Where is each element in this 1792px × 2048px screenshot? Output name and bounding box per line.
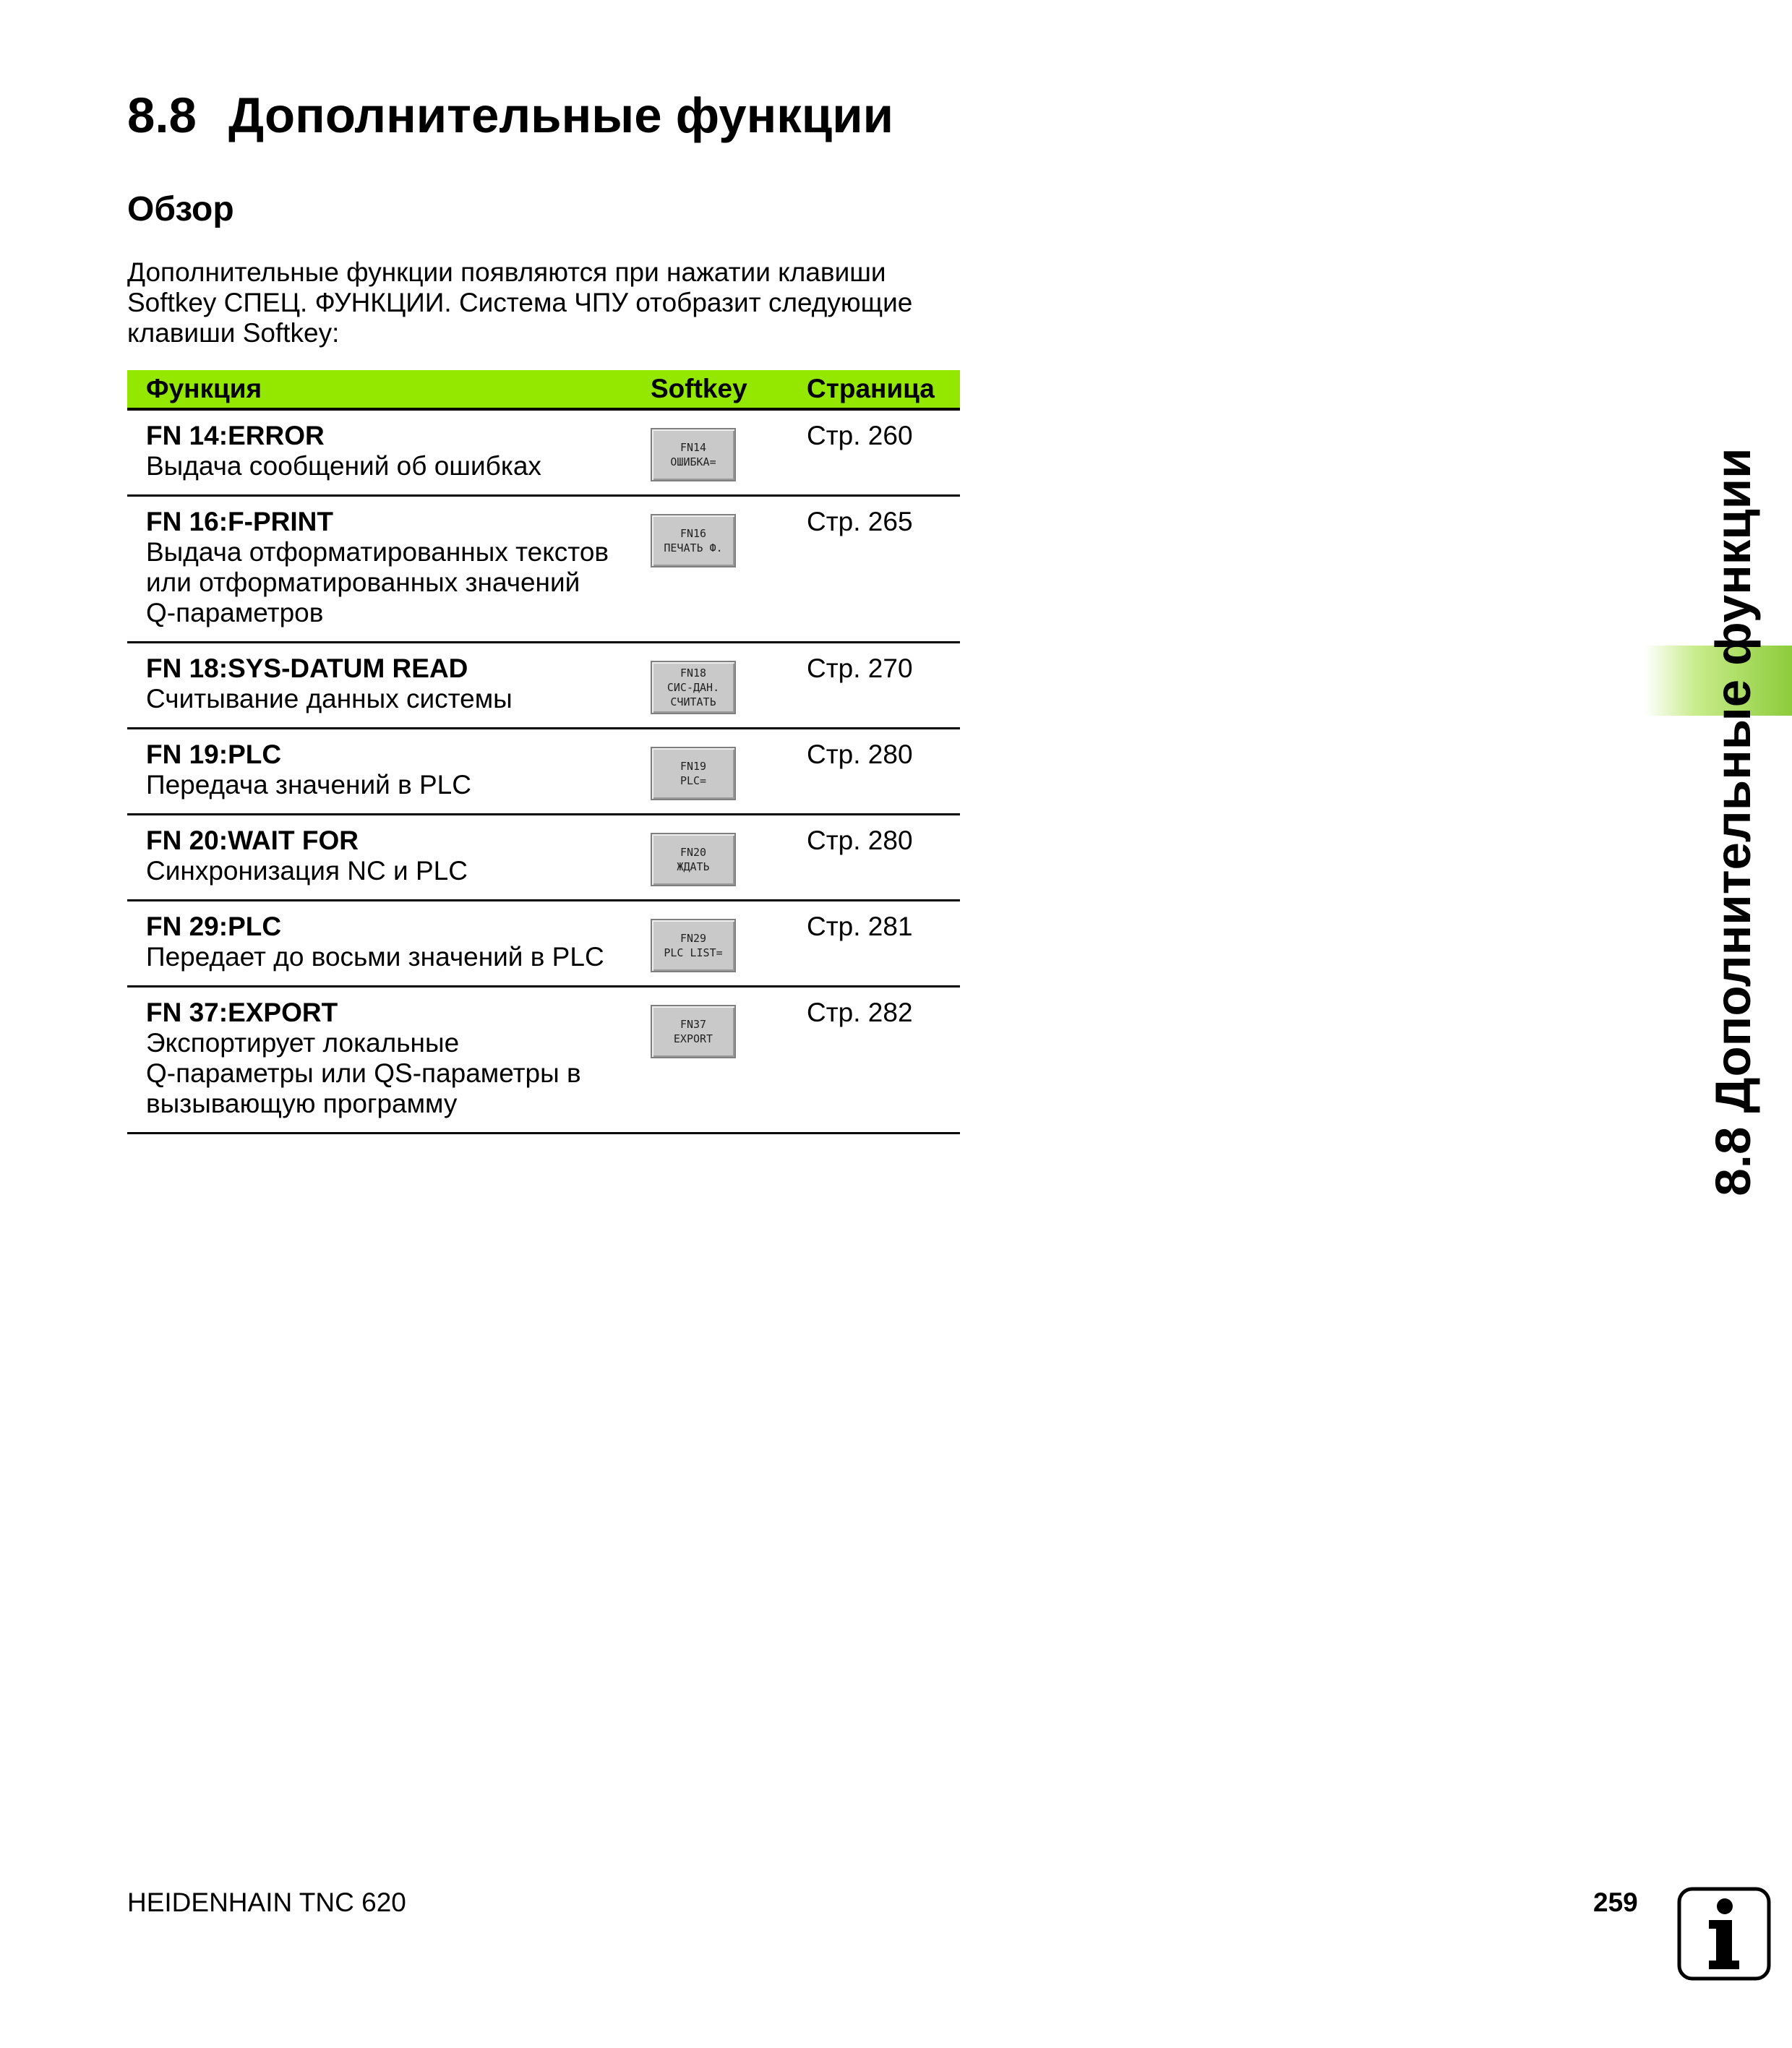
description-line: Экспортирует локальные — [146, 1028, 460, 1058]
function-cell — [127, 987, 651, 1134]
softkey-fn37-button[interactable] — [651, 1005, 736, 1058]
function-name: FN 29:PLC — [146, 912, 282, 941]
function-description — [146, 856, 651, 886]
softkey-label: СИС-ДАН. — [666, 681, 720, 694]
description-line: Передает до восьми значений в PLC — [146, 942, 604, 972]
page-ref: Стр. 265 — [807, 496, 960, 643]
table-row — [127, 729, 960, 815]
function-name: FN 37:EXPORT — [146, 998, 338, 1027]
page-ref: Стр. 281 — [807, 901, 960, 987]
intro-paragraph — [127, 257, 959, 348]
description-line: вызывающую программу — [146, 1089, 458, 1118]
softkey-label: FN19 — [679, 760, 707, 773]
table-row — [127, 987, 960, 1134]
intro-line: Дополнительные функции появляются при нажатии клавиши — [127, 257, 886, 287]
function-description — [146, 451, 651, 481]
intro-line: клавиши Softkey: — [127, 318, 340, 348]
softkey-label: ОШИБКА= — [670, 455, 716, 468]
softkey-fn19-button[interactable] — [651, 747, 736, 800]
function-cell — [127, 409, 651, 496]
softkey-cell — [651, 409, 807, 496]
softkey-fn16-button[interactable] — [651, 514, 736, 567]
softkey-cell — [651, 643, 807, 729]
header-function: Функция — [127, 370, 651, 409]
softkey-cell — [651, 987, 807, 1134]
page-ref: Стр. 280 — [807, 729, 960, 815]
description-line: или отформатированных значений — [146, 567, 580, 597]
softkey-label: СЧИТАТЬ — [670, 695, 716, 708]
table-row — [127, 815, 960, 901]
function-cell — [127, 901, 651, 987]
function-name: FN 18:SYS-DATUM READ — [146, 654, 468, 683]
softkey-label: FN18 — [679, 667, 707, 680]
table-row — [127, 496, 960, 643]
info-icon — [1677, 1887, 1771, 1981]
function-name: FN 19:PLC — [146, 740, 282, 769]
table-row — [127, 901, 960, 987]
page-number: 259 — [1593, 1888, 1638, 1917]
function-description — [146, 942, 651, 972]
page-ref: Стр. 270 — [807, 643, 960, 729]
function-cell — [127, 496, 651, 643]
function-description — [146, 770, 651, 800]
section-title: Дополнительные функции — [228, 87, 894, 143]
header-softkey: Softkey — [651, 370, 807, 409]
section-number: 8.8 — [127, 87, 197, 143]
description-line: Синхронизация NC и PLC — [146, 856, 468, 886]
function-name: FN 16:F-PRINT — [146, 507, 333, 536]
softkey-cell — [651, 496, 807, 643]
function-description — [146, 684, 651, 714]
softkey-fn14-button[interactable] — [651, 428, 736, 481]
table-row — [127, 643, 960, 729]
softkey-label: ЖДАТЬ — [677, 860, 710, 873]
description-line: Выдача сообщений об ошибках — [146, 451, 541, 481]
softkey-fn29-button[interactable] — [651, 919, 736, 972]
page-ref: Стр. 280 — [807, 815, 960, 901]
softkey-fn18-button[interactable] — [651, 661, 736, 714]
page-ref: Стр. 282 — [807, 987, 960, 1134]
functions-table — [127, 370, 960, 1134]
function-name: FN 14:ERROR — [146, 421, 325, 450]
description-line: Передача значений в PLC — [146, 770, 471, 800]
function-description — [146, 1028, 651, 1119]
function-description — [146, 537, 651, 628]
function-cell — [127, 815, 651, 901]
softkey-fn20-button[interactable] — [651, 833, 736, 886]
footer-brand: HEIDENHAIN TNC 620 — [127, 1888, 406, 1917]
function-cell — [127, 729, 651, 815]
softkey-label: EXPORT — [673, 1032, 713, 1045]
softkey-label: PLC= — [679, 774, 707, 787]
softkey-label: FN20 — [679, 846, 707, 859]
header-page: Страница — [807, 370, 960, 409]
description-line: Выдача отформатированных текстов — [146, 537, 609, 567]
softkey-cell — [651, 901, 807, 987]
softkey-label: FN37 — [679, 1018, 707, 1031]
page-title — [127, 83, 893, 148]
softkey-label: FN16 — [679, 527, 707, 540]
table-header-row — [127, 370, 960, 409]
softkey-label: PLC LIST= — [664, 946, 723, 959]
function-name: FN 20:WAIT FOR — [146, 826, 359, 855]
table-row — [127, 409, 960, 496]
subtitle: Обзор — [127, 190, 234, 228]
softkey-label: FN29 — [679, 932, 707, 945]
description-line: Считывание данных системы — [146, 684, 513, 714]
softkey-label: FN14 — [679, 441, 707, 454]
side-section-title: 8.8 Дополнительные функции — [1705, 447, 1761, 1196]
intro-line: Softkey СПЕЦ. ФУНКЦИИ. Система ЧПУ отобразит следующие — [127, 288, 913, 317]
description-line: Q-параметры или QS-параметры в — [146, 1058, 581, 1088]
page-ref: Стр. 260 — [807, 409, 960, 496]
softkey-cell — [651, 815, 807, 901]
softkey-label: ПЕЧАТЬ Ф. — [664, 541, 723, 554]
softkey-cell — [651, 729, 807, 815]
description-line: Q-параметров — [146, 598, 324, 627]
function-cell — [127, 643, 651, 729]
